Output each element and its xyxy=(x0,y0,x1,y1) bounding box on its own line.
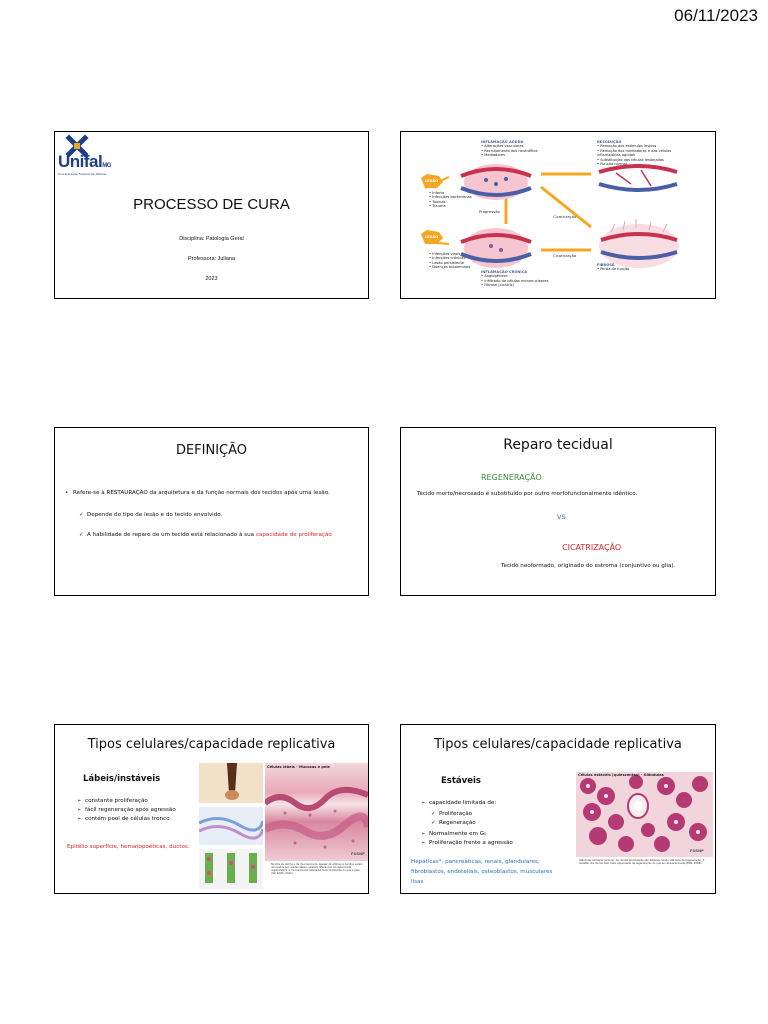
label-injury-2: LESÃO xyxy=(425,235,439,239)
acute-item: • Mediadores xyxy=(481,153,506,158)
property-bullet: ➢ fácil regeneração após agressão xyxy=(77,807,202,813)
logo-text: Unifal xyxy=(58,152,103,171)
mucosa-photo xyxy=(265,763,368,861)
property-bullet: ➢ capacidade limitada de: xyxy=(421,800,571,806)
acute-item: • Recrutamento dos neutrófilos xyxy=(481,148,538,153)
chronic-item: • Fibrose (cicatriz) xyxy=(481,283,514,288)
label-acute: INFLAMAÇÃO AGUDA xyxy=(481,140,524,144)
cicatrization-description: Tecido neoformado, originado do estroma (conjuntivo ou glia). xyxy=(501,563,676,569)
slide-stable-cells xyxy=(400,724,716,894)
injury-item: • Doenças autoimunes xyxy=(429,265,471,270)
highlight-text: capacidade de proliferação xyxy=(255,532,332,538)
page-date: 06/11/2023 xyxy=(674,6,758,25)
definition-check: ✓ A habilidade de reparo de um tecido está relacionado à sua capacidade de proliferação xyxy=(79,532,364,538)
figure-caption: Glândulas salivares (ácinos): As células glandulares são estáveis, tendo alta taxa de regeneração. A questão dos ductos tem mais capacidade de regeneração do que as células acinares (ENS, 2008). xyxy=(579,859,705,865)
property-bullet: ➢ contém pool de células tronco xyxy=(77,816,202,822)
slide-heading: Tipos celulares/capacidade replicativa xyxy=(434,737,682,752)
definition-bullet: • Refere-se à RESTAURAÇÃO da arquitetura e da função normais dos tecidos após uma lesão. xyxy=(65,490,365,496)
professor: Professora: Juliana xyxy=(187,256,236,262)
cell-type-subtitle: Lábeis/instáveis xyxy=(83,774,161,784)
cell-examples: Epitélio superfície, hematopoéticas, ductos. xyxy=(67,844,190,850)
discipline: Disciplina: Patologia Geral xyxy=(179,236,244,242)
image-caption-title: Células estáveis (quiescentes) - Glândulas xyxy=(578,773,664,777)
vessel-fibrosis xyxy=(599,219,679,268)
injury-item: • Trauma xyxy=(429,204,446,209)
injury-item: • Infarto xyxy=(429,191,445,195)
fibrosis-item: • Perda de função xyxy=(597,267,630,272)
label-progression: Progressão xyxy=(479,209,500,214)
label-healing-2: Cicatrização xyxy=(553,253,577,258)
resolution-item: • Remoção dos mediadores e das células xyxy=(597,148,672,153)
property-bullet: ➢ Proliferação frente a agressão xyxy=(421,840,571,846)
cell-type-subtitle: Estáveis xyxy=(441,776,481,786)
resolution-item: • Função normal xyxy=(597,162,627,167)
resolution-item: • Remoção dos estímulos lesivos xyxy=(597,144,657,149)
logo-suffix: MG xyxy=(102,163,111,169)
injury-item: • Toxinas xyxy=(429,199,446,204)
vessel-resolution xyxy=(599,166,677,190)
slide-heading: Reparo tecidual xyxy=(503,437,613,453)
property-check: ✓ Regeneração xyxy=(431,820,551,826)
injury-item: • Infecções crônicas xyxy=(429,256,466,261)
figure-caption: Tecidos da derme e da mucosa bucal. Apesar de ambos os tecidos serem renovados por células lábeis, existem diferenças na capacidade regenerativa: a mucosa bucal repara-se mais facilmente do que a pele (ref. 2020c.2021). xyxy=(271,863,363,875)
slide-inflammation-diagram xyxy=(400,131,716,299)
label-healing-1: Cicatrização xyxy=(553,214,577,219)
skin-histology-diagram xyxy=(199,763,263,889)
label-injury-1: LESÃO xyxy=(425,179,439,183)
label-vs: VS xyxy=(557,513,566,521)
image-watermark: FOSNP xyxy=(690,849,704,853)
slide-heading: Tipos celulares/capacidade replicativa xyxy=(87,737,336,752)
definition-check: ✓ Depende do tipo de lesão e do tecido envolvido. xyxy=(79,512,364,518)
vessel-chronic xyxy=(461,228,531,268)
slide-title-text: PROCESSO DE CURA xyxy=(133,196,290,213)
arrow-acute-to-fibrosis xyxy=(541,187,591,227)
resolution-item: inflamatórias agudas xyxy=(597,153,635,158)
injury-item: • Lesão persistente xyxy=(429,260,465,265)
acute-item: • Alterações vasculares xyxy=(481,144,524,149)
label-resolution: RESOLUÇÃO xyxy=(597,140,622,144)
label-cicatrization: CICATRIZAÇÃO xyxy=(562,543,622,552)
label-chronic: INFLAMAÇÃO CRÔNICA xyxy=(481,270,528,274)
slide-heading: DEFINIÇÃO xyxy=(175,443,248,458)
slide-definition xyxy=(54,427,369,596)
year: 2023 xyxy=(205,276,218,282)
label-fibrosis: FIBROSE xyxy=(597,263,615,267)
property-check: ✓ Proliferação xyxy=(431,811,551,817)
image-caption-title: Células lábeis - Mucosas e pele xyxy=(267,765,330,769)
slide-title xyxy=(54,131,369,299)
gland-photo xyxy=(576,772,713,857)
injury-item: • Infecções bacterianas xyxy=(429,195,472,200)
regeneration-description: Tecido morto/necrosado é substituído por outro morfofuncionalmente idêntico. xyxy=(417,491,638,497)
slide-tissue-repair xyxy=(400,427,716,596)
slide-labile-cells xyxy=(54,724,369,894)
injury-item: • Infecções virais xyxy=(429,252,461,256)
label-regeneration: REGENERAÇÃO xyxy=(481,473,542,482)
chronic-item: • Infiltrado de células mononucleares xyxy=(481,278,549,283)
property-bullet: ➢ constante proliferação xyxy=(77,798,202,804)
resolution-item: • Substituição das células lesionadas xyxy=(597,157,664,162)
cell-examples: Hepáticas*, pancreáticas, renais, glandulares, fibroblastos, endoteliais, osteoblastos, musculares lisas xyxy=(411,859,553,885)
image-watermark: FOSNP xyxy=(351,852,365,856)
logo-subtitle: Universidade Federal de Alfenas xyxy=(58,172,107,176)
chronic-item: • Angiogênese xyxy=(481,274,508,279)
property-bullet: ➢ Normalmente em G₀ xyxy=(421,831,571,837)
